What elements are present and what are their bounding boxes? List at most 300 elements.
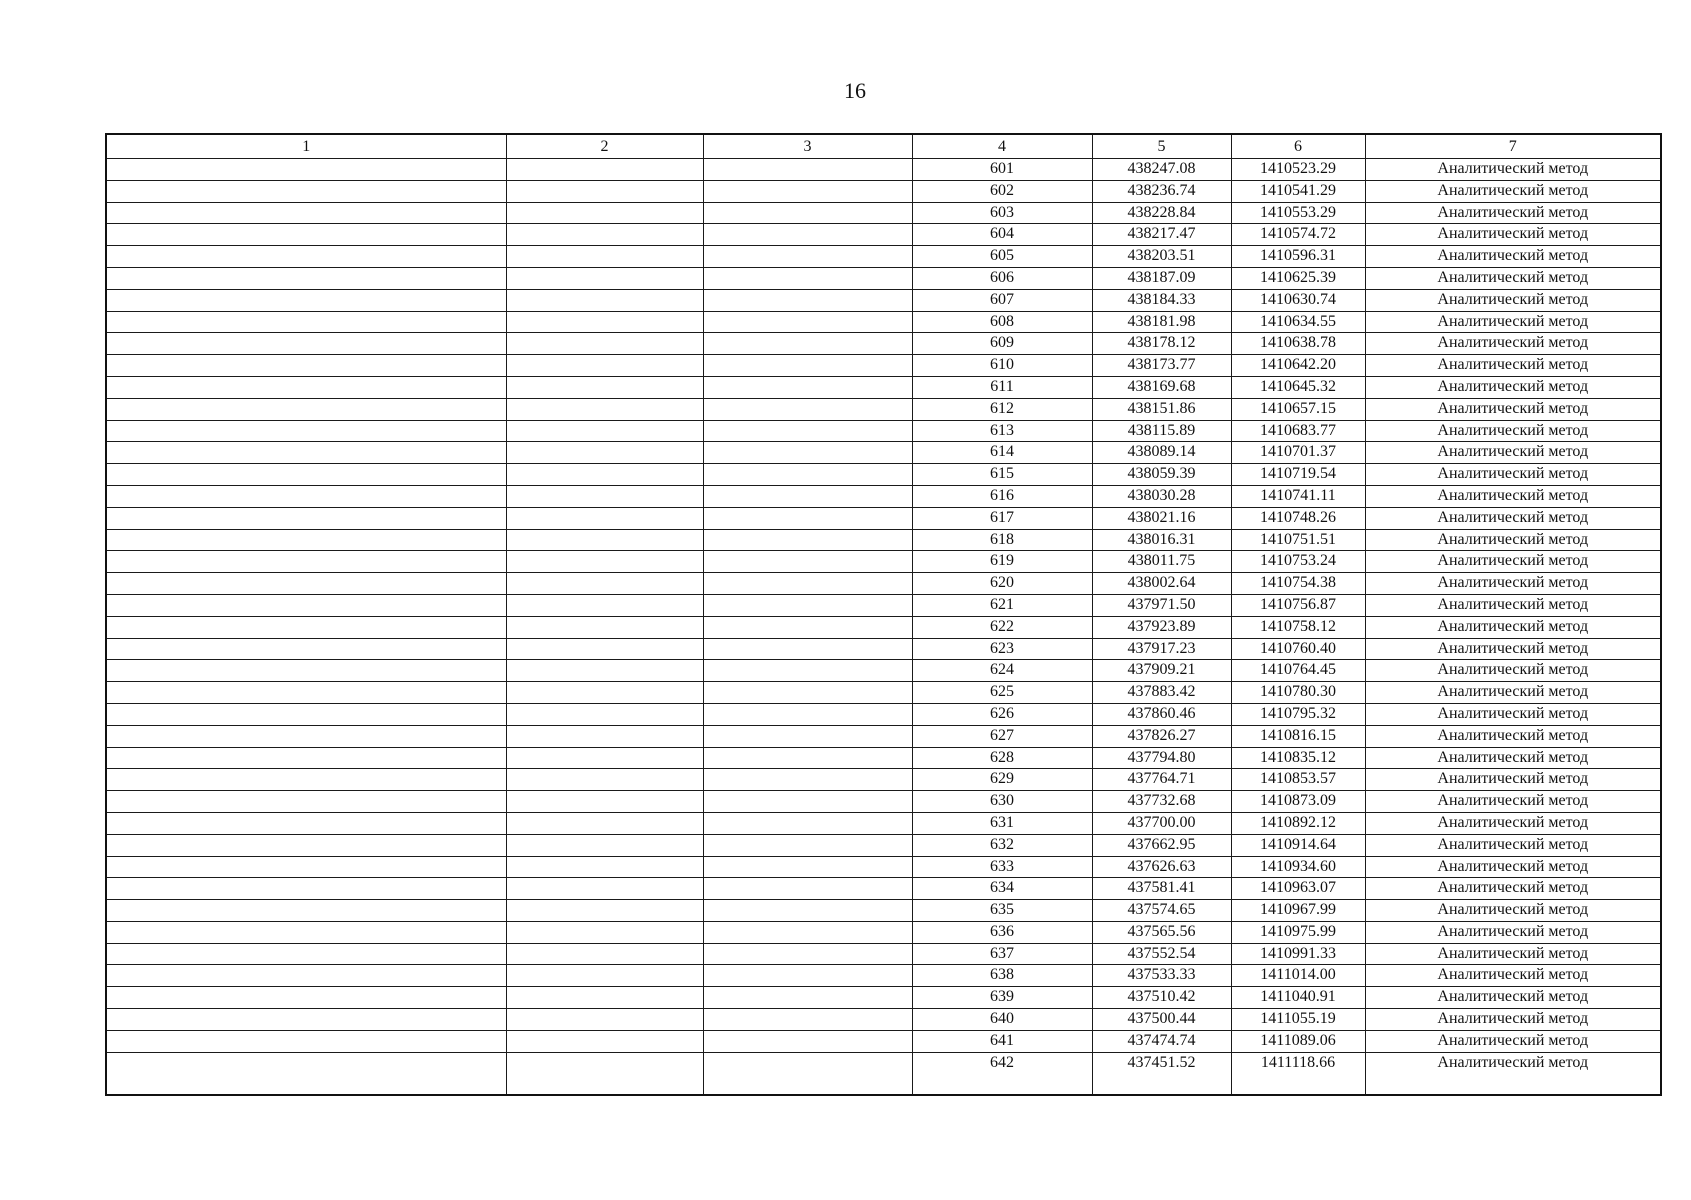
method-cell: Аналитический метод <box>1365 159 1661 181</box>
table-row <box>106 333 1661 355</box>
col-1-cell <box>106 355 506 377</box>
x-coordinate-cell: 437794.80 <box>1092 747 1231 769</box>
col-3-cell <box>703 943 912 965</box>
col-3-cell <box>703 594 912 616</box>
col-1-cell <box>106 420 506 442</box>
x-coordinate-cell: 437626.63 <box>1092 856 1231 878</box>
y-coordinate-cell: 1410645.32 <box>1231 376 1365 398</box>
x-coordinate-cell: 438002.64 <box>1092 573 1231 595</box>
method-cell: Аналитический метод <box>1365 333 1661 355</box>
col-2-cell <box>506 246 703 268</box>
point-number-cell: 639 <box>912 987 1092 1009</box>
x-coordinate-cell: 437971.50 <box>1092 594 1231 616</box>
point-number-cell: 642 <box>912 1052 1092 1095</box>
page-number: 16 <box>844 78 866 103</box>
point-number-cell: 602 <box>912 180 1092 202</box>
point-number-cell: 627 <box>912 725 1092 747</box>
point-number-cell: 613 <box>912 420 1092 442</box>
col-1-cell <box>106 442 506 464</box>
x-coordinate-cell: 437474.74 <box>1092 1030 1231 1052</box>
x-coordinate-cell: 437764.71 <box>1092 769 1231 791</box>
column-header-4: 4 <box>912 134 1092 159</box>
table-row <box>106 1030 1661 1052</box>
col-2-cell <box>506 376 703 398</box>
col-2-cell <box>506 420 703 442</box>
point-number-cell: 624 <box>912 660 1092 682</box>
method-cell: Аналитический метод <box>1365 485 1661 507</box>
point-number-cell: 616 <box>912 485 1092 507</box>
method-cell: Аналитический метод <box>1365 747 1661 769</box>
method-cell: Аналитический метод <box>1365 376 1661 398</box>
col-2-cell <box>506 355 703 377</box>
method-cell: Аналитический метод <box>1365 660 1661 682</box>
point-number-cell: 608 <box>912 311 1092 333</box>
method-cell: Аналитический метод <box>1365 1030 1661 1052</box>
point-number-cell: 634 <box>912 878 1092 900</box>
col-1-cell <box>106 1009 506 1031</box>
col-3-cell <box>703 660 912 682</box>
y-coordinate-cell: 1410642.20 <box>1231 355 1365 377</box>
table-row <box>106 224 1661 246</box>
x-coordinate-cell: 438021.16 <box>1092 507 1231 529</box>
col-2-cell <box>506 769 703 791</box>
col-1-cell <box>106 311 506 333</box>
y-coordinate-cell: 1410634.55 <box>1231 311 1365 333</box>
y-coordinate-cell: 1410853.57 <box>1231 769 1365 791</box>
col-1-cell <box>106 987 506 1009</box>
x-coordinate-cell: 437451.52 <box>1092 1052 1231 1095</box>
col-1-cell <box>106 1030 506 1052</box>
x-coordinate-cell: 438151.86 <box>1092 398 1231 420</box>
col-2-cell <box>506 159 703 181</box>
col-1-cell <box>106 638 506 660</box>
col-2-cell <box>506 965 703 987</box>
table-row <box>106 638 1661 660</box>
column-header-6: 6 <box>1231 134 1365 159</box>
col-3-cell <box>703 224 912 246</box>
table-row <box>106 1052 1661 1095</box>
col-1-cell <box>106 900 506 922</box>
table-row <box>106 856 1661 878</box>
x-coordinate-cell: 437574.65 <box>1092 900 1231 922</box>
y-coordinate-cell: 1411055.19 <box>1231 1009 1365 1031</box>
table-row <box>106 900 1661 922</box>
x-coordinate-cell: 437732.68 <box>1092 791 1231 813</box>
point-number-cell: 609 <box>912 333 1092 355</box>
y-coordinate-cell: 1410701.37 <box>1231 442 1365 464</box>
col-3-cell <box>703 180 912 202</box>
coordinates-table <box>105 133 1662 1096</box>
point-number-cell: 621 <box>912 594 1092 616</box>
col-3-cell <box>703 725 912 747</box>
x-coordinate-cell: 437860.46 <box>1092 703 1231 725</box>
y-coordinate-cell: 1410596.31 <box>1231 246 1365 268</box>
method-cell: Аналитический метод <box>1365 202 1661 224</box>
col-2-cell <box>506 747 703 769</box>
point-number-cell: 625 <box>912 682 1092 704</box>
table-row <box>106 791 1661 813</box>
col-2-cell <box>506 529 703 551</box>
col-2-cell <box>506 1030 703 1052</box>
x-coordinate-cell: 437565.56 <box>1092 921 1231 943</box>
col-3-cell <box>703 900 912 922</box>
col-3-cell <box>703 987 912 1009</box>
x-coordinate-cell: 438228.84 <box>1092 202 1231 224</box>
table-row <box>106 725 1661 747</box>
y-coordinate-cell: 1410963.07 <box>1231 878 1365 900</box>
table-row <box>106 594 1661 616</box>
col-3-cell <box>703 246 912 268</box>
col-2-cell <box>506 573 703 595</box>
y-coordinate-cell: 1410541.29 <box>1231 180 1365 202</box>
method-cell: Аналитический метод <box>1365 311 1661 333</box>
col-3-cell <box>703 267 912 289</box>
point-number-cell: 617 <box>912 507 1092 529</box>
column-header-5: 5 <box>1092 134 1231 159</box>
y-coordinate-cell: 1410523.29 <box>1231 159 1365 181</box>
y-coordinate-cell: 1410934.60 <box>1231 856 1365 878</box>
col-3-cell <box>703 834 912 856</box>
point-number-cell: 629 <box>912 769 1092 791</box>
header-row <box>106 134 1661 159</box>
col-2-cell <box>506 311 703 333</box>
col-3-cell <box>703 616 912 638</box>
table-row <box>106 159 1661 181</box>
table-row <box>106 398 1661 420</box>
method-cell: Аналитический метод <box>1365 616 1661 638</box>
point-number-cell: 628 <box>912 747 1092 769</box>
table-row <box>106 878 1661 900</box>
col-1-cell <box>106 485 506 507</box>
method-cell: Аналитический метод <box>1365 246 1661 268</box>
y-coordinate-cell: 1410574.72 <box>1231 224 1365 246</box>
col-1-cell <box>106 594 506 616</box>
point-number-cell: 611 <box>912 376 1092 398</box>
method-cell: Аналитический метод <box>1365 987 1661 1009</box>
y-coordinate-cell: 1411040.91 <box>1231 987 1365 1009</box>
col-2-cell <box>506 921 703 943</box>
table-row <box>106 180 1661 202</box>
col-1-cell <box>106 246 506 268</box>
x-coordinate-cell: 438217.47 <box>1092 224 1231 246</box>
table-row <box>106 464 1661 486</box>
col-1-cell <box>106 398 506 420</box>
col-1-cell <box>106 551 506 573</box>
col-3-cell <box>703 507 912 529</box>
y-coordinate-cell: 1410795.32 <box>1231 703 1365 725</box>
col-2-cell <box>506 333 703 355</box>
y-coordinate-cell: 1410638.78 <box>1231 333 1365 355</box>
col-1-cell <box>106 878 506 900</box>
point-number-cell: 603 <box>912 202 1092 224</box>
x-coordinate-cell: 437917.23 <box>1092 638 1231 660</box>
table-row <box>106 529 1661 551</box>
col-1-cell <box>106 333 506 355</box>
col-2-cell <box>506 900 703 922</box>
method-cell: Аналитический метод <box>1365 529 1661 551</box>
table-row <box>106 267 1661 289</box>
x-coordinate-cell: 438203.51 <box>1092 246 1231 268</box>
point-number-cell: 619 <box>912 551 1092 573</box>
col-2-cell <box>506 1009 703 1031</box>
table-row <box>106 202 1661 224</box>
col-2-cell <box>506 180 703 202</box>
col-3-cell <box>703 769 912 791</box>
table-row <box>106 311 1661 333</box>
point-number-cell: 607 <box>912 289 1092 311</box>
col-2-cell <box>506 267 703 289</box>
y-coordinate-cell: 1411118.66 <box>1231 1052 1365 1095</box>
col-3-cell <box>703 878 912 900</box>
point-number-cell: 606 <box>912 267 1092 289</box>
col-2-cell <box>506 594 703 616</box>
col-1-cell <box>106 703 506 725</box>
col-2-cell <box>506 1052 703 1095</box>
col-3-cell <box>703 812 912 834</box>
y-coordinate-cell: 1410873.09 <box>1231 791 1365 813</box>
x-coordinate-cell: 437923.89 <box>1092 616 1231 638</box>
y-coordinate-cell: 1410751.51 <box>1231 529 1365 551</box>
method-cell: Аналитический метод <box>1365 834 1661 856</box>
x-coordinate-cell: 437700.00 <box>1092 812 1231 834</box>
col-1-cell <box>106 812 506 834</box>
col-3-cell <box>703 573 912 595</box>
y-coordinate-cell: 1411089.06 <box>1231 1030 1365 1052</box>
method-cell: Аналитический метод <box>1365 965 1661 987</box>
col-1-cell <box>106 159 506 181</box>
y-coordinate-cell: 1410975.99 <box>1231 921 1365 943</box>
point-number-cell: 630 <box>912 791 1092 813</box>
y-coordinate-cell: 1410780.30 <box>1231 682 1365 704</box>
col-2-cell <box>506 834 703 856</box>
col-2-cell <box>506 987 703 1009</box>
column-header-7: 7 <box>1365 134 1661 159</box>
table-row <box>106 573 1661 595</box>
x-coordinate-cell: 438173.77 <box>1092 355 1231 377</box>
col-1-cell <box>106 747 506 769</box>
x-coordinate-cell: 437510.42 <box>1092 987 1231 1009</box>
y-coordinate-cell: 1410835.12 <box>1231 747 1365 769</box>
point-number-cell: 641 <box>912 1030 1092 1052</box>
method-cell: Аналитический метод <box>1365 398 1661 420</box>
table-body <box>106 159 1661 1095</box>
col-2-cell <box>506 638 703 660</box>
col-3-cell <box>703 921 912 943</box>
column-header-2: 2 <box>506 134 703 159</box>
method-cell: Аналитический метод <box>1365 856 1661 878</box>
point-number-cell: 632 <box>912 834 1092 856</box>
col-1-cell <box>106 834 506 856</box>
method-cell: Аналитический метод <box>1365 594 1661 616</box>
col-3-cell <box>703 376 912 398</box>
table-row <box>106 682 1661 704</box>
col-1-cell <box>106 856 506 878</box>
col-2-cell <box>506 682 703 704</box>
x-coordinate-cell: 437581.41 <box>1092 878 1231 900</box>
method-cell: Аналитический метод <box>1365 638 1661 660</box>
x-coordinate-cell: 438089.14 <box>1092 442 1231 464</box>
x-coordinate-cell: 438181.98 <box>1092 311 1231 333</box>
col-1-cell <box>106 791 506 813</box>
method-cell: Аналитический метод <box>1365 943 1661 965</box>
table-row <box>106 965 1661 987</box>
table-row <box>106 485 1661 507</box>
col-2-cell <box>506 725 703 747</box>
col-1-cell <box>106 507 506 529</box>
column-header-1: 1 <box>106 134 506 159</box>
x-coordinate-cell: 438016.31 <box>1092 529 1231 551</box>
x-coordinate-cell: 438184.33 <box>1092 289 1231 311</box>
method-cell: Аналитический метод <box>1365 355 1661 377</box>
col-3-cell <box>703 965 912 987</box>
method-cell: Аналитический метод <box>1365 289 1661 311</box>
method-cell: Аналитический метод <box>1365 551 1661 573</box>
table-row <box>106 834 1661 856</box>
point-number-cell: 610 <box>912 355 1092 377</box>
x-coordinate-cell: 438236.74 <box>1092 180 1231 202</box>
col-3-cell <box>703 202 912 224</box>
col-1-cell <box>106 267 506 289</box>
table-row <box>106 420 1661 442</box>
col-2-cell <box>506 442 703 464</box>
method-cell: Аналитический метод <box>1365 464 1661 486</box>
col-2-cell <box>506 464 703 486</box>
table-row <box>106 507 1661 529</box>
x-coordinate-cell: 437662.95 <box>1092 834 1231 856</box>
x-coordinate-cell: 437909.21 <box>1092 660 1231 682</box>
point-number-cell: 615 <box>912 464 1092 486</box>
table-row <box>106 246 1661 268</box>
method-cell: Аналитический метод <box>1365 703 1661 725</box>
col-1-cell <box>106 202 506 224</box>
col-2-cell <box>506 202 703 224</box>
x-coordinate-cell: 438178.12 <box>1092 333 1231 355</box>
point-number-cell: 622 <box>912 616 1092 638</box>
method-cell: Аналитический метод <box>1365 180 1661 202</box>
method-cell: Аналитический метод <box>1365 1052 1661 1095</box>
col-2-cell <box>506 289 703 311</box>
col-1-cell <box>106 943 506 965</box>
point-number-cell: 635 <box>912 900 1092 922</box>
col-3-cell <box>703 333 912 355</box>
point-number-cell: 620 <box>912 573 1092 595</box>
col-3-cell <box>703 791 912 813</box>
col-2-cell <box>506 703 703 725</box>
table-row <box>106 1009 1661 1031</box>
y-coordinate-cell: 1410683.77 <box>1231 420 1365 442</box>
point-number-cell: 636 <box>912 921 1092 943</box>
col-2-cell <box>506 616 703 638</box>
y-coordinate-cell: 1410754.38 <box>1231 573 1365 595</box>
col-3-cell <box>703 311 912 333</box>
method-cell: Аналитический метод <box>1365 900 1661 922</box>
table-row <box>106 616 1661 638</box>
col-3-cell <box>703 1009 912 1031</box>
col-3-cell <box>703 1030 912 1052</box>
method-cell: Аналитический метод <box>1365 769 1661 791</box>
point-number-cell: 623 <box>912 638 1092 660</box>
point-number-cell: 605 <box>912 246 1092 268</box>
col-1-cell <box>106 573 506 595</box>
y-coordinate-cell: 1410758.12 <box>1231 616 1365 638</box>
column-header-3: 3 <box>703 134 912 159</box>
col-1-cell <box>106 224 506 246</box>
col-1-cell <box>106 180 506 202</box>
point-number-cell: 637 <box>912 943 1092 965</box>
method-cell: Аналитический метод <box>1365 725 1661 747</box>
table-row <box>106 703 1661 725</box>
point-number-cell: 601 <box>912 159 1092 181</box>
col-3-cell <box>703 703 912 725</box>
col-3-cell <box>703 464 912 486</box>
point-number-cell: 612 <box>912 398 1092 420</box>
point-number-cell: 626 <box>912 703 1092 725</box>
y-coordinate-cell: 1410630.74 <box>1231 289 1365 311</box>
col-3-cell <box>703 856 912 878</box>
method-cell: Аналитический метод <box>1365 267 1661 289</box>
col-2-cell <box>506 551 703 573</box>
col-3-cell <box>703 485 912 507</box>
table-row <box>106 921 1661 943</box>
point-number-cell: 640 <box>912 1009 1092 1031</box>
x-coordinate-cell: 438169.68 <box>1092 376 1231 398</box>
method-cell: Аналитический метод <box>1365 1009 1661 1031</box>
col-2-cell <box>506 224 703 246</box>
y-coordinate-cell: 1410657.15 <box>1231 398 1365 420</box>
col-2-cell <box>506 812 703 834</box>
col-2-cell <box>506 856 703 878</box>
x-coordinate-cell: 438115.89 <box>1092 420 1231 442</box>
method-cell: Аналитический метод <box>1365 573 1661 595</box>
table-row <box>106 376 1661 398</box>
point-number-cell: 633 <box>912 856 1092 878</box>
method-cell: Аналитический метод <box>1365 224 1661 246</box>
point-number-cell: 614 <box>912 442 1092 464</box>
x-coordinate-cell: 437883.42 <box>1092 682 1231 704</box>
y-coordinate-cell: 1410892.12 <box>1231 812 1365 834</box>
col-1-cell <box>106 529 506 551</box>
method-cell: Аналитический метод <box>1365 507 1661 529</box>
table-row <box>106 551 1661 573</box>
table-row <box>106 812 1661 834</box>
col-1-cell <box>106 660 506 682</box>
table-row <box>106 769 1661 791</box>
x-coordinate-cell: 438187.09 <box>1092 267 1231 289</box>
x-coordinate-cell: 437552.54 <box>1092 943 1231 965</box>
col-3-cell <box>703 159 912 181</box>
point-number-cell: 638 <box>912 965 1092 987</box>
col-2-cell <box>506 485 703 507</box>
col-3-cell <box>703 1052 912 1095</box>
method-cell: Аналитический метод <box>1365 812 1661 834</box>
y-coordinate-cell: 1410764.45 <box>1231 660 1365 682</box>
col-3-cell <box>703 289 912 311</box>
method-cell: Аналитический метод <box>1365 442 1661 464</box>
y-coordinate-cell: 1410748.26 <box>1231 507 1365 529</box>
col-2-cell <box>506 943 703 965</box>
y-coordinate-cell: 1410967.99 <box>1231 900 1365 922</box>
col-1-cell <box>106 289 506 311</box>
method-cell: Аналитический метод <box>1365 921 1661 943</box>
col-3-cell <box>703 551 912 573</box>
col-2-cell <box>506 507 703 529</box>
table-row <box>106 747 1661 769</box>
method-cell: Аналитический метод <box>1365 791 1661 813</box>
col-1-cell <box>106 769 506 791</box>
col-3-cell <box>703 398 912 420</box>
col-3-cell <box>703 420 912 442</box>
y-coordinate-cell: 1410719.54 <box>1231 464 1365 486</box>
